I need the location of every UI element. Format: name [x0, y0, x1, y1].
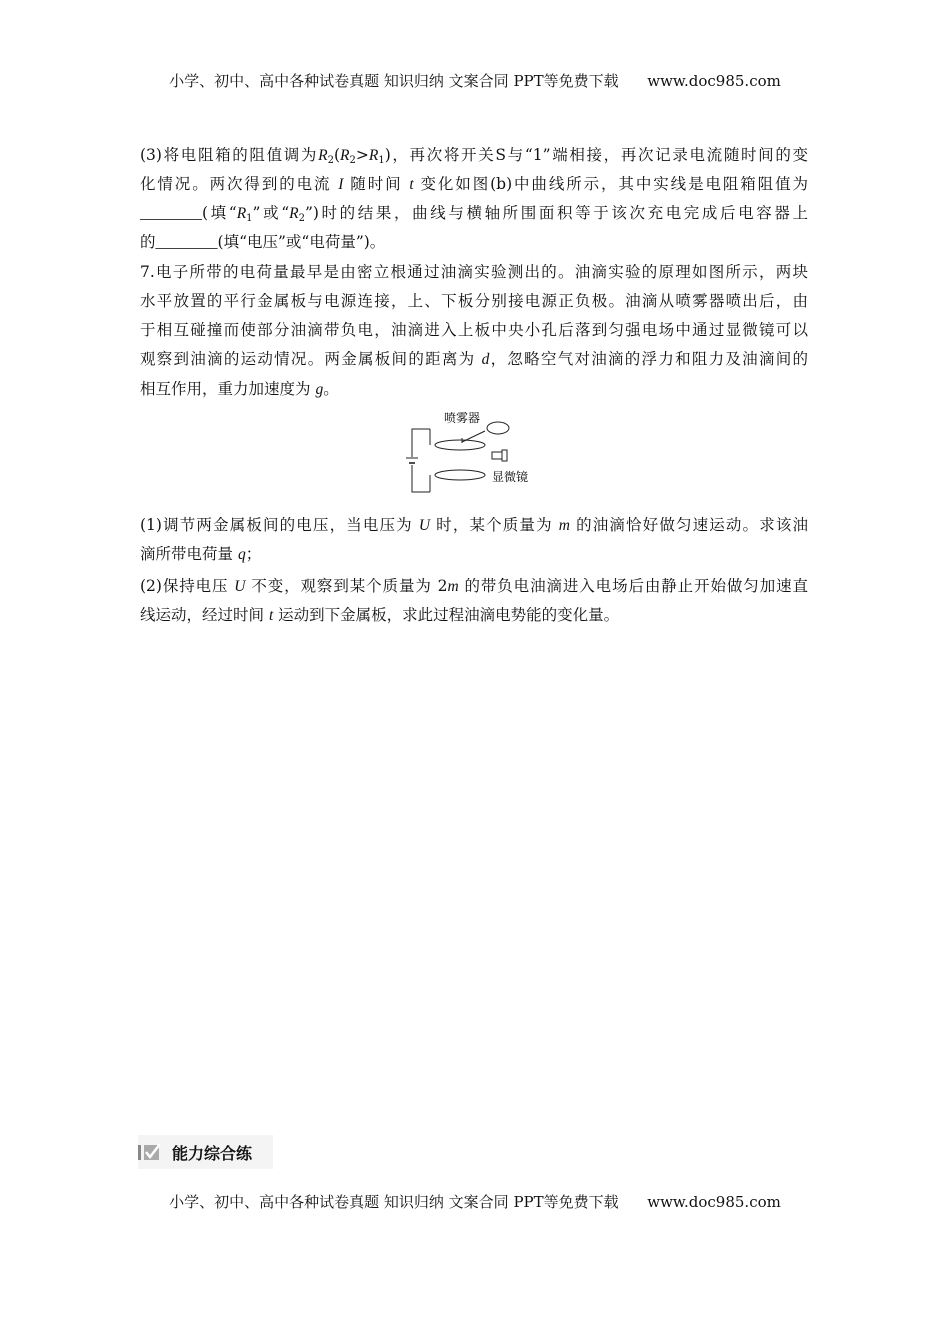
text-segment: (填“电压”或“电荷量”)。	[217, 233, 386, 251]
text-line	[140, 144, 808, 166]
text-segment: 的带负电油滴进入电场后由静止开始做匀加速直	[458, 577, 808, 595]
text-segment: I	[338, 176, 344, 193]
text-segment: ，忽略空气对油滴的浮力和阻力及油滴间的	[489, 350, 808, 368]
text-segment: 变化如图(b)中曲线所示，其中实线是电阻箱阻值为	[413, 175, 808, 193]
text-segment: (	[333, 146, 340, 164]
text-segment: 运动到下金属板，求此过程油滴电势能的变化量。	[273, 606, 620, 624]
text-segment: 。	[323, 380, 339, 398]
text-segment: 2	[349, 155, 356, 166]
text-segment: R	[289, 205, 299, 222]
text-segment: (填“	[202, 204, 237, 222]
text-line	[140, 378, 808, 400]
text-line	[140, 604, 808, 626]
text-line	[140, 348, 808, 370]
text-line	[140, 202, 808, 224]
text-segment: t	[409, 176, 414, 193]
text-segment: 1	[246, 213, 253, 224]
section-badge	[138, 1135, 273, 1169]
sprayer-label: 喷雾器	[444, 411, 481, 425]
text-segment: t	[268, 607, 274, 624]
text-segment: 的油滴恰好做匀速运动。求该油	[570, 516, 808, 534]
section-title: 能力综合练	[172, 1143, 253, 1163]
text-segment: 滴所带电荷量	[140, 545, 238, 563]
text-segment: q	[237, 546, 246, 563]
text-segment: g	[315, 381, 324, 398]
text-segment: 观察到油滴的运动情况。两金属板间的距离为	[140, 350, 482, 368]
header-text: 小学、初中、高中各种试卷真题 知识归纳 文案合同 PPT等免费下载	[169, 72, 619, 90]
text-segment: m	[558, 517, 570, 534]
text-line	[140, 543, 808, 565]
answer-blank: ________	[155, 234, 218, 251]
text-segment: 随时间	[343, 175, 410, 193]
text-segment: U	[418, 517, 431, 534]
text-segment: 化情况。两次得到的电流	[140, 175, 339, 193]
text-segment: 于相互碰撞而使部分油滴带负电，油滴进入上板中央小孔后落到匀强电场中通过显微镜可以	[140, 321, 808, 339]
millikan-oil-drop-diagram	[380, 405, 560, 500]
text-segment: R	[318, 147, 328, 164]
footer-url: www.doc985.com	[647, 1193, 781, 1211]
text-segment: d	[481, 351, 490, 368]
text-segment: ；	[245, 545, 262, 563]
text-segment: 相互作用，重力加速度为	[140, 380, 316, 398]
text-segment: (1)调节两金属板间的电压，当电压为	[140, 516, 419, 534]
text-segment: U	[234, 578, 246, 595]
text-line	[140, 514, 808, 536]
text-segment: ”)时的结果，曲线与横轴所围面积等于该次充电完成后电容器上	[304, 204, 808, 222]
microscope-icon	[492, 452, 502, 459]
text-segment: 7.电子所带的电荷量最早是由密立根通过油滴实验测出的。油滴实验的原理如图所示，两块	[140, 263, 808, 281]
text-segment: R	[340, 147, 350, 164]
text-line	[140, 173, 808, 195]
text-line	[140, 319, 808, 341]
text-segment: 不变，观察到某个质量为 2	[245, 577, 448, 595]
footer-text: 小学、初中、高中各种试卷真题 知识归纳 文案合同 PPT等免费下载	[169, 1193, 619, 1211]
microscope-icon	[502, 450, 507, 461]
page-header	[0, 70, 950, 91]
lower-plate	[435, 470, 485, 480]
text-segment: )，再次将开关S与“1”端相接，再次记录电流随时间的变	[384, 146, 808, 164]
text-segment: 线运动，经过时间	[140, 606, 269, 624]
text-segment: m	[447, 578, 459, 595]
text-segment: (3)将电阻箱的阻值调为	[140, 146, 319, 164]
text-segment: R	[368, 147, 379, 164]
text-line	[140, 575, 808, 597]
text-segment: 1	[378, 155, 385, 166]
text-segment: ”或“	[252, 204, 290, 222]
header-url: www.doc985.com	[647, 72, 781, 90]
text-segment: (2)保持电压	[140, 577, 235, 595]
checkbox-check-icon	[138, 1142, 166, 1162]
answer-blank: ________	[140, 205, 202, 222]
microscope-label: 显微镜	[492, 470, 529, 484]
text-line	[140, 290, 808, 312]
text-segment: R	[236, 205, 247, 222]
text-segment: 2	[327, 155, 334, 166]
text-segment: 的	[140, 233, 156, 251]
sprayer-bulb-icon	[487, 422, 509, 434]
text-segment: 水平放置的平行金属板与电源连接，上、下板分别接电源正负极。油滴从喷雾器喷出后，由	[140, 292, 808, 310]
text-line	[140, 261, 808, 283]
upper-plate	[435, 440, 485, 450]
text-line	[140, 231, 808, 253]
text-segment: 时，某个质量为	[430, 516, 559, 534]
text-segment: 2	[298, 213, 305, 224]
page-footer	[0, 1191, 950, 1212]
text-segment: >	[355, 146, 369, 164]
